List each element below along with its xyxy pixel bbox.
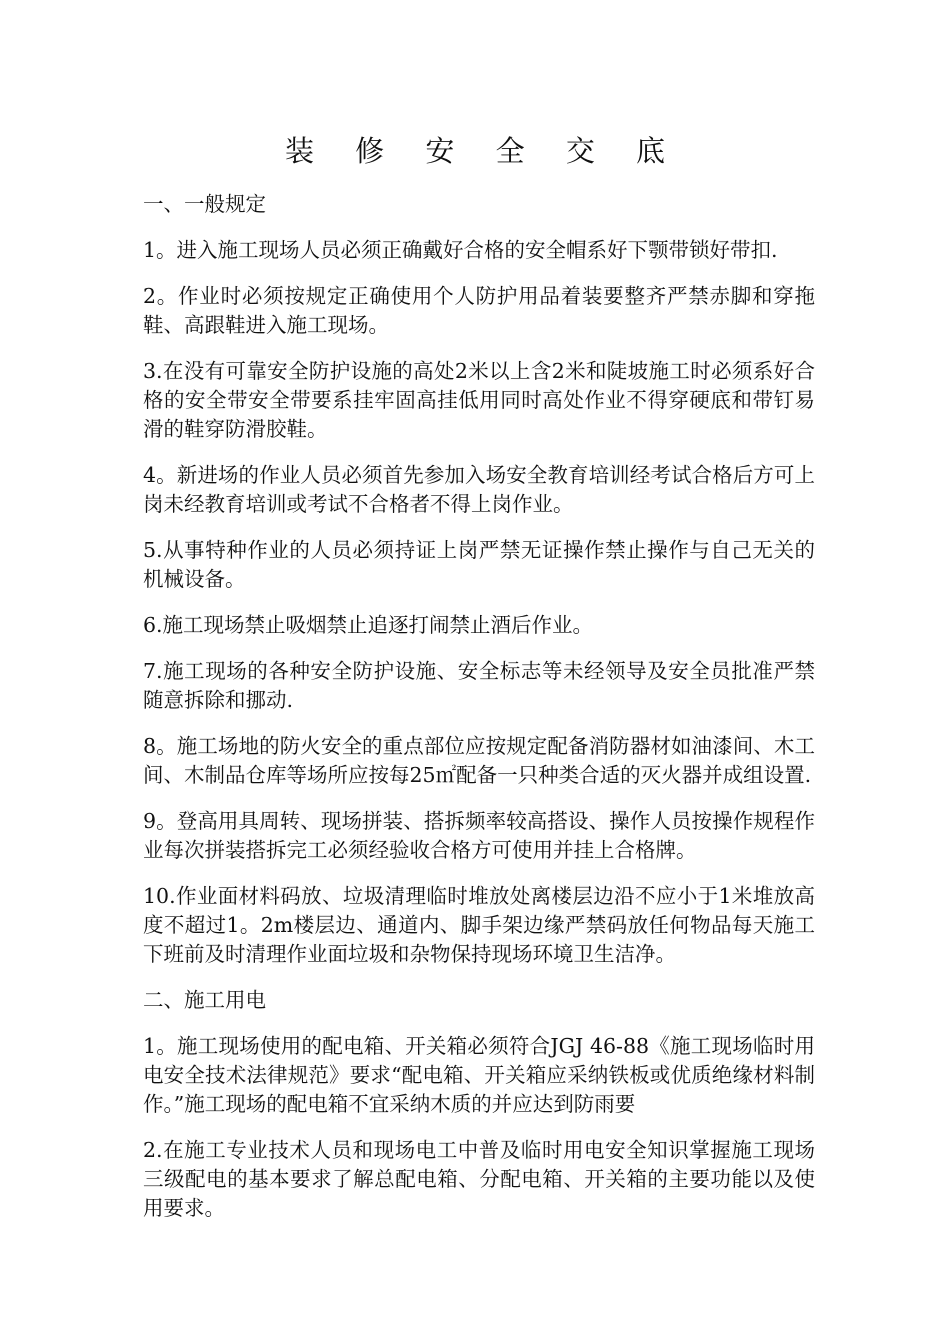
document-body: [143, 190, 815, 1240]
paragraph: 8。施工场地的防火安全的重点部位应按规定配备消防器材如油漆间、木工间、木制品仓库等场所应按每25㎡配备一只种类合适的灭火器并成组设置.: [143, 734, 815, 787]
paragraph: 1。进入施工现场人员必须正确戴好合格的安全帽系好下颚带锁好带扣.: [143, 238, 778, 262]
paragraph: 9。登高用具周转、现场拼装、搭拆频率较高搭设、操作人员按操作规程作业每次拼装搭拆完工必须经验收合格方可使用并挂上合格牌。: [143, 809, 815, 862]
paragraph: 5.从事特种作业的人员必须持证上岗严禁无证操作禁止操作与自己无关的机械设备。: [143, 538, 815, 591]
document-title: 装 修 安 全 交 底: [284, 134, 682, 168]
section-general-rules: [143, 190, 815, 969]
paragraph: 2.在施工专业技术人员和现场电工中普及临时用电安全知识掌握施工现场三级配电的基本要求了解总配电箱、分配电箱、开关箱的主要功能以及使用要求。: [143, 1138, 815, 1220]
section-heading: 一、一般规定: [143, 192, 266, 216]
paragraph: 7.施工现场的各种安全防护设施、安全标志等未经领导及安全员批准严禁随意拆除和挪动.: [143, 659, 815, 712]
paragraph: 10.作业面材料码放、垃圾清理临时堆放处离楼层边沿不应小于1米堆放高度不超过1。2m楼层边、通道内、脚手架边缘严禁码放任何物品每天施工下班前及时清理作业面垃圾和杂物保持现场环境卫生洁净。: [143, 884, 815, 966]
section-heading: 二、施工用电: [143, 988, 266, 1012]
paragraph: 2。作业时必须按规定正确使用个人防护用品着装要整齐严禁赤脚和穿拖鞋、高跟鞋进入施工现场。: [143, 284, 815, 337]
section-construction-electricity: [143, 986, 815, 1223]
paragraph: 1。施工现场使用的配电箱、开关箱必须符合JGJ 46-88《施工现场临时用电安全技术法律规范》要求“配电箱、开关箱应采纳铁板或优质绝缘材料制作。”施工现场的配电箱不宜采纳木质的并应达到防雨要: [143, 1034, 815, 1116]
paragraph: 3.在没有可靠安全防护设施的高处2米以上含2米和陡坡施工时必须系好合格的安全带安全带要系挂牢固高挂低用同时高处作业不得穿硬底和带钉易滑的鞋穿防滑胶鞋。: [143, 359, 815, 441]
paragraph: 6.施工现场禁止吸烟禁止追逐打闹禁止酒后作业。: [143, 613, 594, 637]
paragraph: 4。新进场的作业人员必须首先参加入场安全教育培训经考试合格后方可上岗未经教育培训或考试不合格者不得上岗作业。: [143, 463, 815, 516]
